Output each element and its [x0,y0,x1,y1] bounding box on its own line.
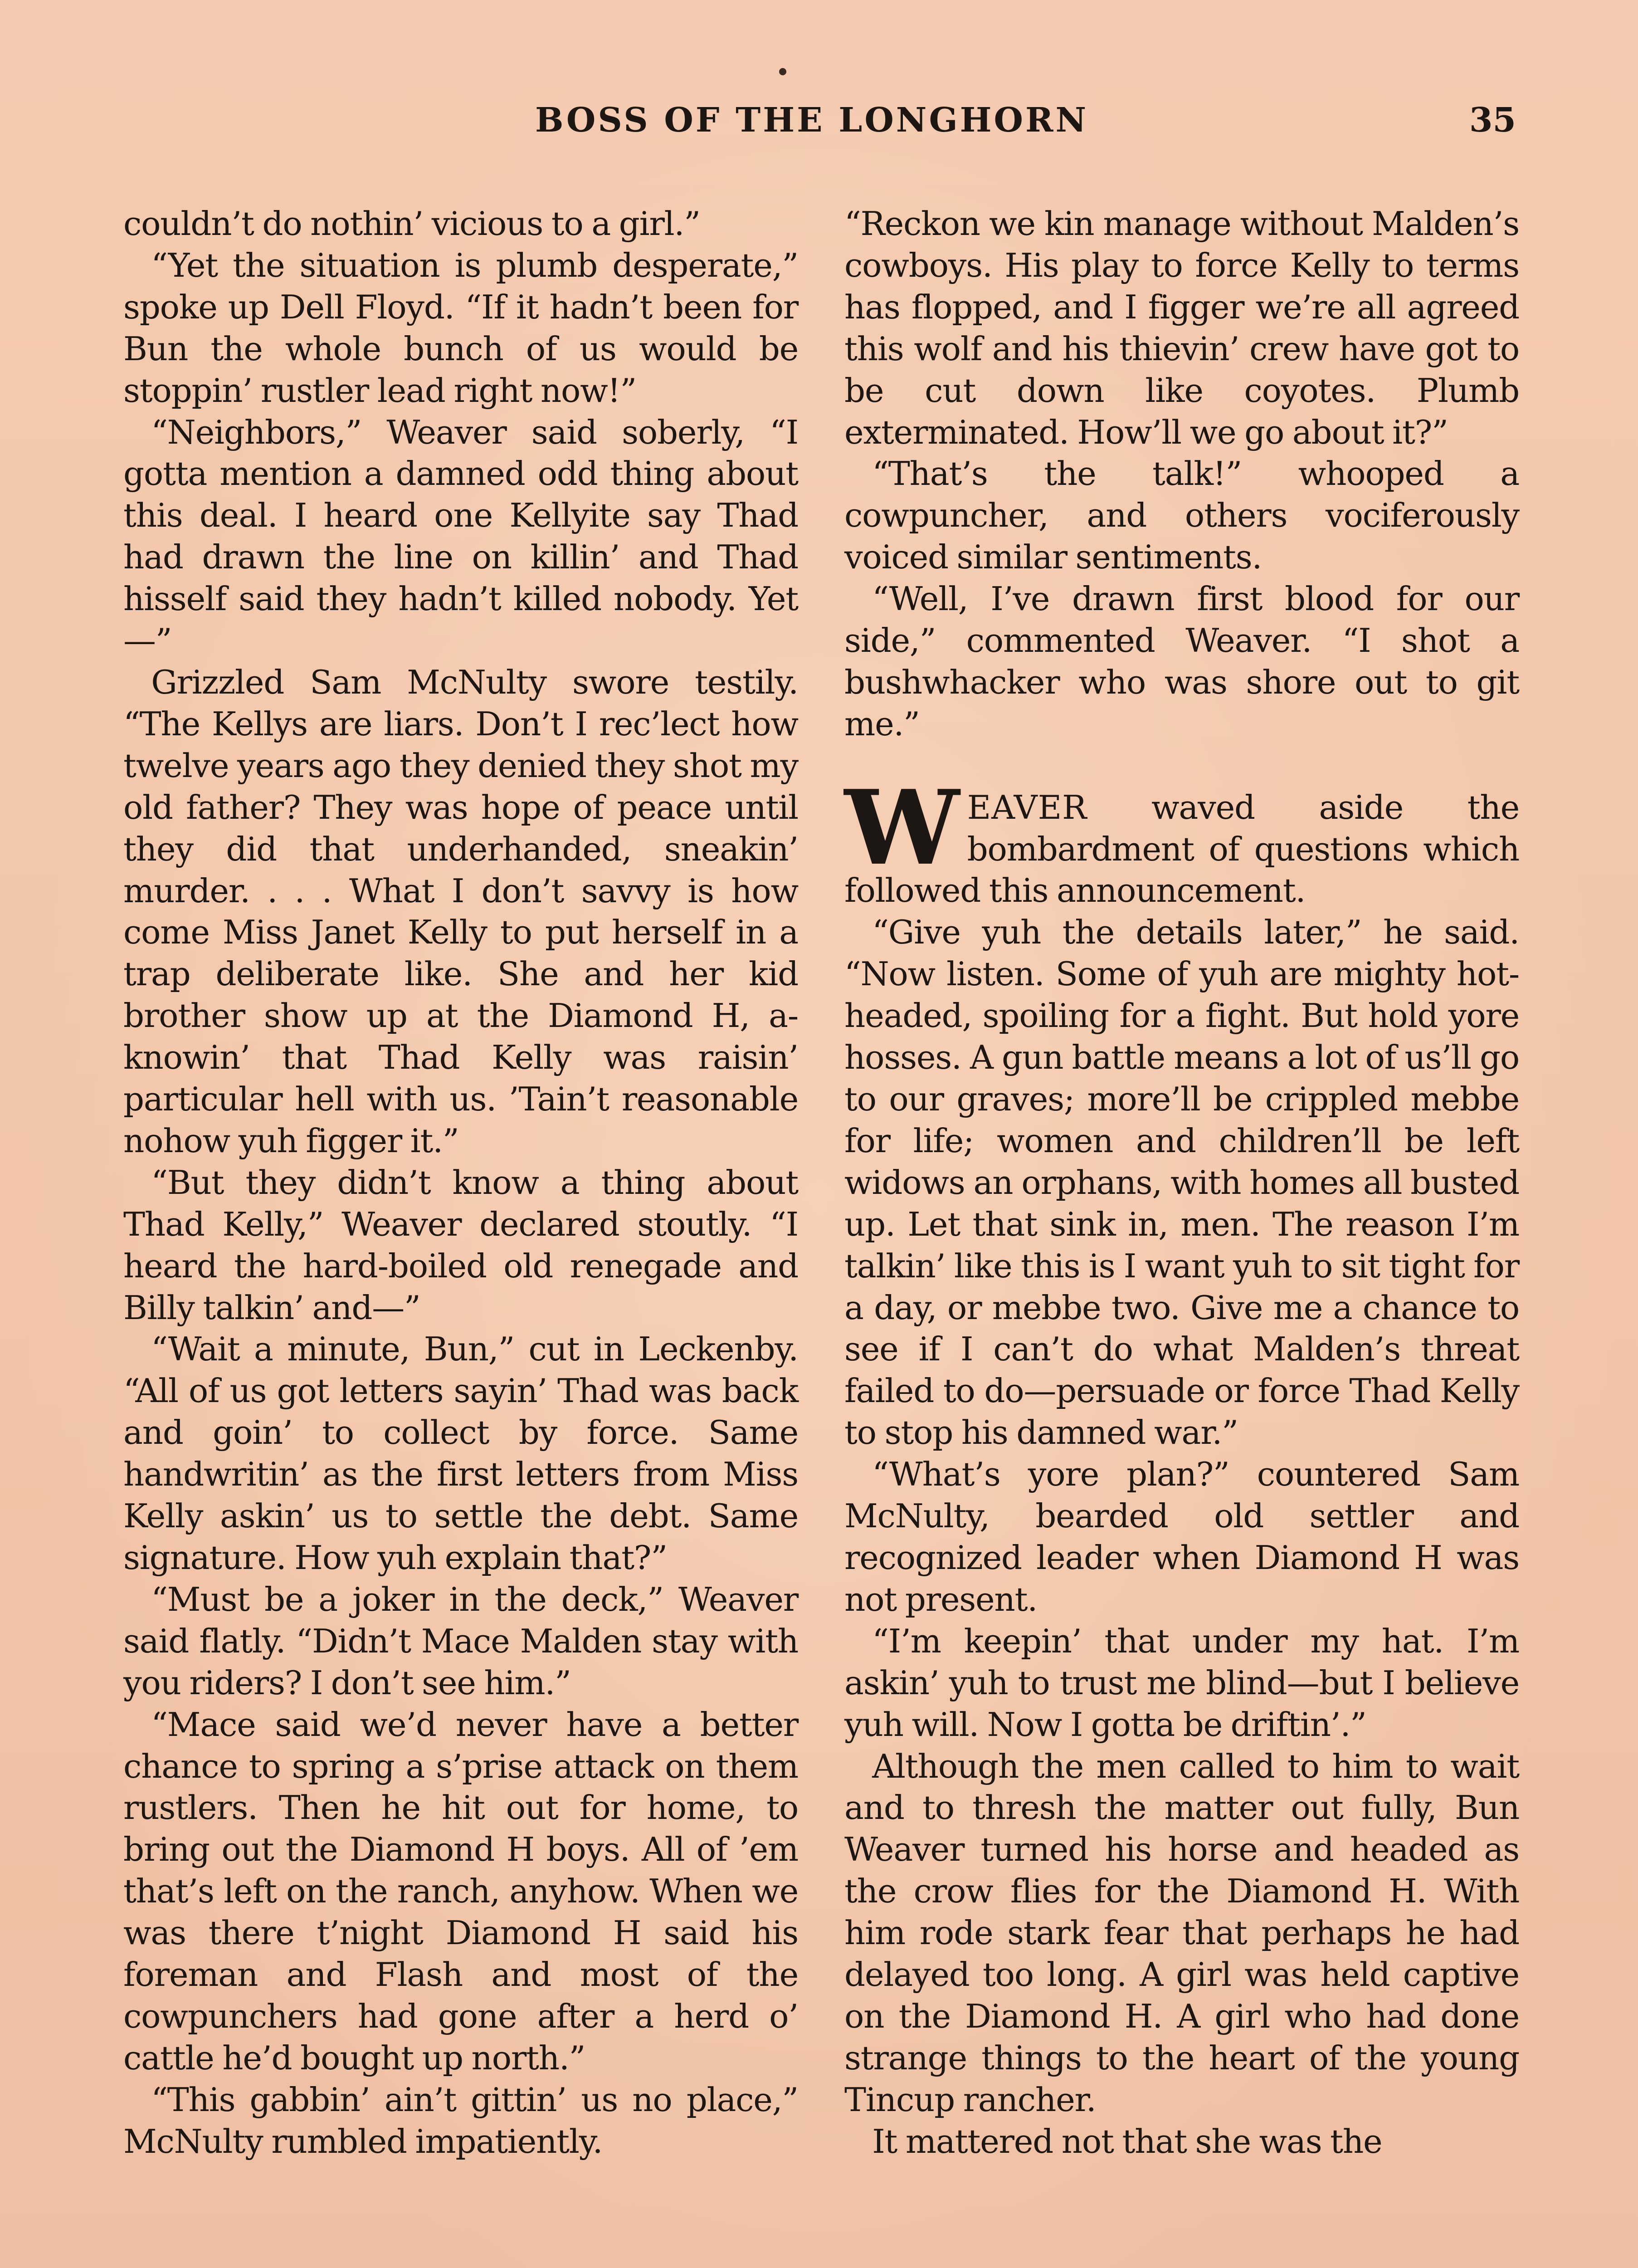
paragraph: “Reckon we kin manage without Malden’s cowboys. His play to force Kelly to terms has flopped, and I figger we’re all agreed this wolf and his thievin’ crew have got to be cut down like coyotes. Plumb exterminated. How’ll we go about it?” [844,205,1519,451]
paragraph: “Mace said we’d never have a better chance to spring a s’prise attack on them rustlers. Then he hit out for home, to bring out the Diamond H boys. All of ’em that’s left on the ranch, anyhow. When we was there t’night Diamond H said his foreman and Flash and most of the cowpunchers had gone after a herd o’ cattle he’d bought up north.” [123,1705,798,2077]
paragraph: Although the men called to him to wait and to thresh the matter out fully, Bun Weaver turned his horse and headed as the crow flies for the Diamond H. With him rode stark fear that perhaps he had delayed too long. A girl was held captive on the Diamond H. A girl who had done strange things to the heart of the young Tincup rancher. [844,1747,1519,2119]
paragraph: “This gabbin’ ain’t gittin’ us no place,” McNulty rumbled impatiently. [123,2080,798,2160]
paragraph: “I’m keepin’ that under my hat. I’m askin’ yuh to trust me blind—but I believe yuh will. Now I gotta be driftin’.” [844,1622,1519,1744]
paragraph: “Give yuh the details later,” he said. “Now listen. Some of yuh are mighty hot-headed, spoiling for a fight. But hold yore hosses. A gun battle means a lot of us’ll go to our graves; more’ll be crippled mebbe for life; women and children’ll be left widows an orphans, with homes all busted up. Let that sink in, men. The reason I’m talkin’ like this is I want yuh to sit tight for a day, or mebbe two. Give me a chance to see if I can’t do what Malden’s threat failed to do—persuade or force Thad Kelly to stop his damned war.” [844,913,1519,1452]
paragraph: “Must be a joker in the deck,” Weaver said flatly. “Didn’t Mace Malden stay with you riders? I don’t see him.” [123,1580,798,1702]
paragraph: couldn’t do nothin’ vicious to a girl.” [123,205,700,243]
running-title: BOSS OF THE LONGHORN [535,101,1089,140]
left-column [123,203,798,2163]
lead-caps: EAVER [967,788,1087,826]
section-opening-paragraph [844,767,1519,912]
paragraph: “Yet the situation is plumb desperate,” spoke up Dell Floyd. “If it hadn’t been for Bun the whole bunch of us would be stoppin’ rustler lead right now!” [123,246,798,410]
paragraph: “Neighbors,” Weaver said soberly, “I gotta mention a damned odd thing about this deal. I heard one Kellyite say Thad had drawn the line on killin’ and Thad hisself said they hadn’t killed nobody. Yet—” [123,413,798,660]
page-number: 35 [1469,101,1516,140]
drop-cap: W [844,767,959,888]
lead-text: waved aside the bombardment of questions which followed this announcement. [844,788,1519,910]
ink-speck [779,68,786,75]
paragraph: “But they didn’t know a thing about Thad Kelly,” Weaver declared stoutly. “I heard the hard-boiled old renegade and Billy talkin’ and—” [123,1163,798,1327]
paragraph: It mattered not that she was the [872,2122,1382,2160]
paragraph: “Wait a minute, Bun,” cut in Leckenby. “All of us got letters sayin’ Thad was back and goin’ to collect by force. Same handwritin’ as the first letters from Miss Kelly askin’ us to settle the debt. Same signature. How yuh explain that?” [123,1330,798,1577]
paragraph: “Well, I’ve drawn first blood for our side,” commented Weaver. “I shot a bushwhacker who was shore out to git me.” [844,580,1519,743]
right-column [844,203,1519,2163]
paragraph: Grizzled Sam McNulty swore testily. “The Kellys are liars. Don’t I rec’lect how twelve years ago they denied they shot my old father? They was hope of peace until they did that underhanded, sneakin’ murder. . . . What I don’t savvy is how come Miss Janet Kelly to put herself in a trap deliberate like. She and her kid brother show up at the Diamond H, a-knowin’ that Thad Kelly was raisin’ particular hell with us. ’Tain’t reasonable nohow yuh figger it.” [123,663,798,1160]
paragraph: “That’s the talk!” whooped a cowpuncher, and others vociferously voiced similar sentiments. [844,455,1519,577]
paragraph: “What’s yore plan?” countered Sam McNulty, bearded old settler and recognized leader when Diamond H was not present. [844,1455,1519,1618]
